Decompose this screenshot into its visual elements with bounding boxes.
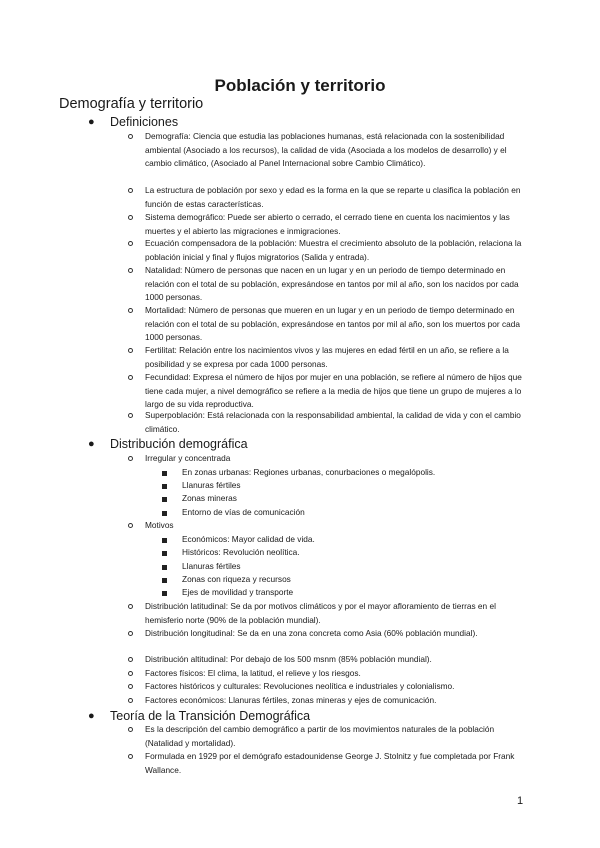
square-bullet-icon [162, 511, 167, 516]
list-item: Formulada en 1929 por el demógrafo estadounidense George J. Stolnitz y fue completada por Frank Wallance. [128, 750, 528, 777]
list-item: Motivos [128, 519, 528, 533]
heading-label: Definiciones [110, 115, 179, 129]
sub-list-item: Ejes de movilidad y transporte [162, 586, 522, 600]
list-item: Fecundidad: Expresa el número de hijos por mujer en una población, se refiere al número de hijos que tiene cada mujer, a nivel demográfico se refiere a la media de hijos que tiene un grupo de mujeres a lo largo de su vida reproductiva. [128, 371, 528, 412]
filled-bullet-icon: ● [88, 438, 95, 450]
list-item: Fertilitat: Relación entre los nacimientos vivos y las mujeres en edad fértil en un año, se refiere a la posibilidad y se expresa por cada 1000 personas. [128, 344, 528, 371]
hollow-bullet-icon [128, 754, 133, 759]
hollow-bullet-icon [128, 604, 133, 609]
filled-bullet-icon: ● [88, 710, 95, 722]
sub-list-item: En zonas urbanas: Regiones urbanas, conurbaciones o megalópolis. [162, 466, 522, 480]
heading-label: Teoría de la Transición Demográfica [110, 709, 311, 723]
hollow-bullet-icon [128, 657, 133, 662]
square-bullet-icon [162, 591, 167, 596]
square-bullet-icon [162, 565, 167, 570]
list-item: Distribución altitudinal: Por debajo de los 500 msnm (85% población mundial). [128, 653, 528, 667]
list-item: La estructura de población por sexo y edad es la forma en la que se reparte u clasifica la población en función de estas características. [128, 184, 528, 211]
square-bullet-icon [162, 578, 167, 583]
hollow-bullet-icon [128, 523, 133, 528]
list-item: Ecuación compensadora de la población: Muestra el crecimiento absoluto de la población, relaciona la población inicial y final y flujos migratorios (Salida y entrada). [128, 237, 528, 264]
sub-list-item: Zonas con riqueza y recursos [162, 573, 522, 587]
list-item: Demografía: Ciencia que estudia las poblaciones humanas, está relacionada con la sostenibilidad ambiental (Asociado a los recursos), la calidad de vida (Asociada a los modelos de desarrollo) y el cambio climático, (Asociado al Panel Internacional sobre Cambio Climático). [128, 130, 528, 171]
hollow-bullet-icon [128, 456, 133, 461]
list-item: Factores históricos y culturales: Revoluciones neolítica e industriales y colonialismo. [128, 680, 528, 694]
sub-list-item: Llanuras fértiles [162, 479, 522, 493]
hollow-bullet-icon [128, 348, 133, 353]
hollow-bullet-icon [128, 268, 133, 273]
square-bullet-icon [162, 538, 167, 543]
hollow-bullet-icon [128, 671, 133, 676]
hollow-bullet-icon [128, 727, 133, 732]
square-bullet-icon [162, 497, 167, 502]
hollow-bullet-icon [128, 188, 133, 193]
sub-list-item: Históricos: Revolución neolítica. [162, 546, 522, 560]
filled-bullet-icon: ● [88, 116, 95, 128]
heading-label: Distribución demográfica [110, 437, 248, 451]
hollow-bullet-icon [128, 241, 133, 246]
hollow-bullet-icon [128, 413, 133, 418]
list-item: Irregular y concentrada [128, 452, 528, 466]
hollow-bullet-icon [128, 134, 133, 139]
hollow-bullet-icon [128, 375, 133, 380]
square-bullet-icon [162, 551, 167, 556]
list-item: Distribución latitudinal: Se da por motivos climáticos y por el mayor afloramiento de tierras en el hemisferio norte (90% de la población mundial). [128, 600, 528, 627]
hollow-bullet-icon [128, 684, 133, 689]
sub-list-item: Llanuras fértiles [162, 560, 522, 574]
list-item: Natalidad: Número de personas que nacen en un lugar y en un periodo de tiempo determinado en relación con el total de su población, expresándose en tantos por mil al año, son los nacidos por cada 1000 personas. [128, 264, 528, 305]
list-item: Distribución longitudinal: Se da en una zona concreta como Asia (60% población mundial). [128, 627, 528, 641]
square-bullet-icon [162, 484, 167, 489]
page-number: 1 [517, 795, 524, 807]
hollow-bullet-icon [128, 698, 133, 703]
list-item: Es la descripción del cambio demográfico a partir de los movimientos naturales de la población (Natalidad y mortalidad). [128, 723, 528, 750]
hollow-bullet-icon [128, 215, 133, 220]
section-heading: Demografía y territorio [59, 96, 204, 112]
square-bullet-icon [162, 471, 167, 476]
hollow-bullet-icon [128, 308, 133, 313]
list-item: Sistema demográfico: Puede ser abierto o cerrado, el cerrado tiene en cuenta los nacimientos y las muertes y el abierto las migraciones e inmigraciones. [128, 211, 528, 238]
page-title: Población y territorio [214, 76, 386, 95]
sub-list-item: Zonas mineras [162, 492, 522, 506]
list-item: Factores económicos: Llanuras fértiles, zonas mineras y ejes de comunicación. [128, 694, 528, 708]
sub-list-item: Económicos: Mayor calidad de vida. [162, 533, 522, 547]
hollow-bullet-icon [128, 631, 133, 636]
list-item: Mortalidad: Número de personas que mueren en un lugar y en un periodo de tiempo determinado en relación con el total de su población, expresándose en tantos por mil al año, son los muertos por cada 1000 personas. [128, 304, 528, 345]
list-item: Factores físicos: El clima, la latitud, el relieve y los riesgos. [128, 667, 528, 681]
sub-list-item: Entorno de vías de comunicación [162, 506, 522, 520]
list-item: Superpoblación: Está relacionada con la responsabilidad ambiental, la calidad de vida y con el cambio climático. [128, 409, 528, 436]
